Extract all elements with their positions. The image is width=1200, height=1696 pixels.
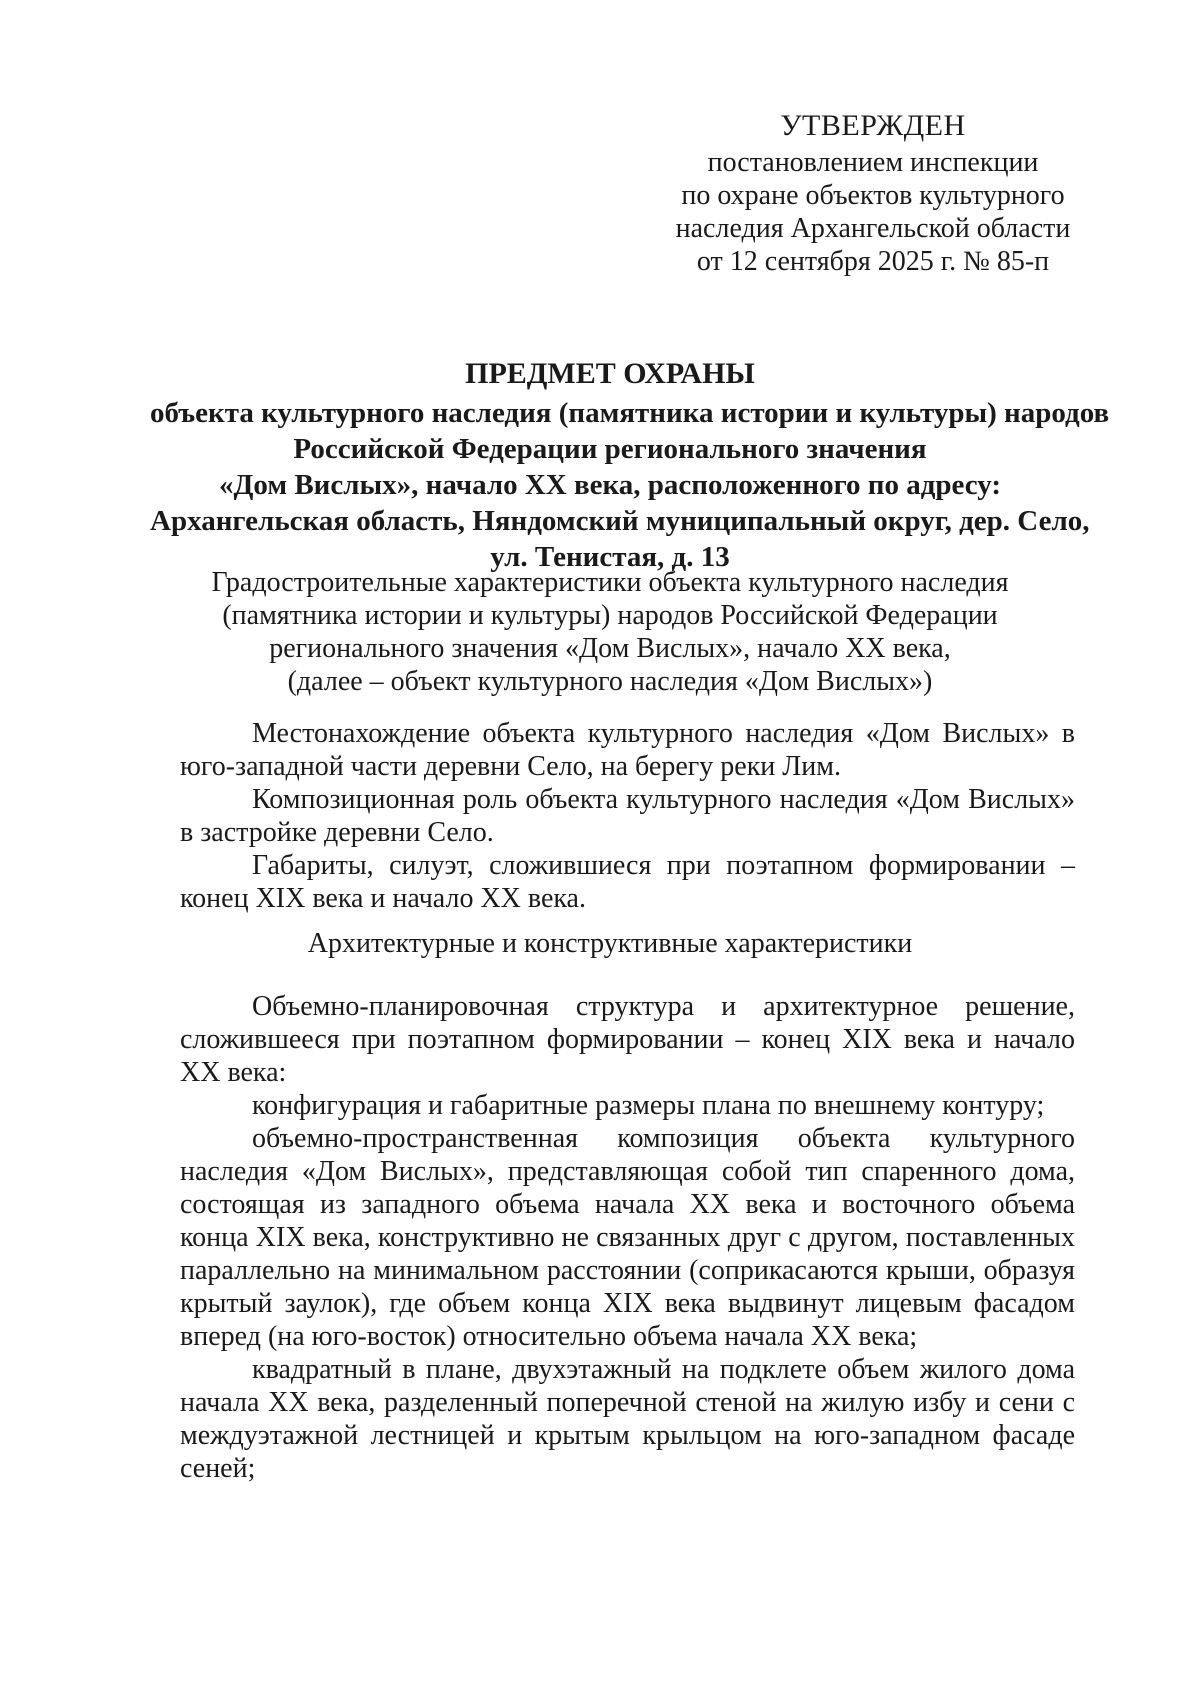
paragraph: объемно-пространственная композиция объекта культурного наследия «Дом Вислых», представляющая собой тип спаренного дома, состоящая из западного объема начала XX века и восточного объема конца XIX века, конструктивно не связанных друг с другом, поставленных параллельно на минимальном расстоянии (соприкасаются крыши, образуя крытый заулок), где объем конца XIX века выдвинут лицевым фасадом вперед (на юго-восток) относительно объема начала XX века; xyxy=(180,1123,1075,1352)
approval-line: по охране объектов культурного xyxy=(681,180,1065,211)
paragraph: квадратный в плане, двухэтажный на подклете объем жилого дома начала XX века, разделенный поперечной стеной на жилую избу и сени с междуэтажной лестницей и крытым крыльцом на юго-западном фасаде сеней; xyxy=(180,1354,1075,1484)
title-line: Российской Федерации регионального значения xyxy=(293,433,927,465)
section-heading-line: Архитектурные и конструктивные характеристики xyxy=(307,928,913,959)
paragraph: Композиционная роль объекта культурного наследия «Дом Вислых» в застройке деревни Село. xyxy=(180,784,1075,848)
paragraph: Местонахождение объекта культурного наследия «Дом Вислых» в юго-западной части деревни Село, на берегу реки Лим. xyxy=(180,718,1075,782)
approval-block xyxy=(668,108,1078,278)
approval-line: постановлением инспекции xyxy=(707,147,1039,178)
urban-characteristics-heading xyxy=(150,566,1070,698)
paragraph: конфигурация и габаритные размеры плана по внешнему контуру; xyxy=(252,1090,1045,1121)
architectural-characteristics-heading xyxy=(150,927,1070,960)
approval-heading: УТВЕРЖДЕН xyxy=(780,109,966,142)
document-title: ПРЕДМЕТ ОХРАНЫ xyxy=(465,357,755,390)
section-heading-line: Градостроительные характеристики объекта культурного наследия xyxy=(211,567,1009,598)
document-title-block xyxy=(150,356,1110,575)
approval-line: от 12 сентября 2025 г. № 85-п xyxy=(696,246,1050,277)
section-heading-line: регионального значения «Дом Вислых», начало XX века, xyxy=(269,633,951,664)
title-line: Архангельская область, Няндомский муниципальный округ, дер. Село, xyxy=(150,505,1090,537)
paragraph: Объемно-планировочная структура и архитектурное решение, сложившееся при поэтапном формировании – конец XIX века и начало XX века: xyxy=(180,991,1075,1088)
urban-characteristics-body xyxy=(180,717,1075,915)
architectural-characteristics-body xyxy=(180,990,1075,1485)
title-line: объекта культурного наследия (памятника истории и культуры) народов xyxy=(150,397,1110,429)
paragraph: Габариты, силуэт, сложившиеся при поэтапном формировании – конец XIX века и начало XX века. xyxy=(180,850,1075,914)
approval-line: наследия Архангельской области xyxy=(675,213,1071,244)
section-heading-line: (далее – объект культурного наследия «Дом Вислых») xyxy=(287,666,933,697)
section-heading-line: (памятника истории и культуры) народов Российской Федерации xyxy=(222,600,998,631)
title-line: «Дом Вислых», начало XX века, расположенного по адресу: xyxy=(218,469,1002,501)
title-line: ул. Тенистая, д. 13 xyxy=(490,541,730,573)
